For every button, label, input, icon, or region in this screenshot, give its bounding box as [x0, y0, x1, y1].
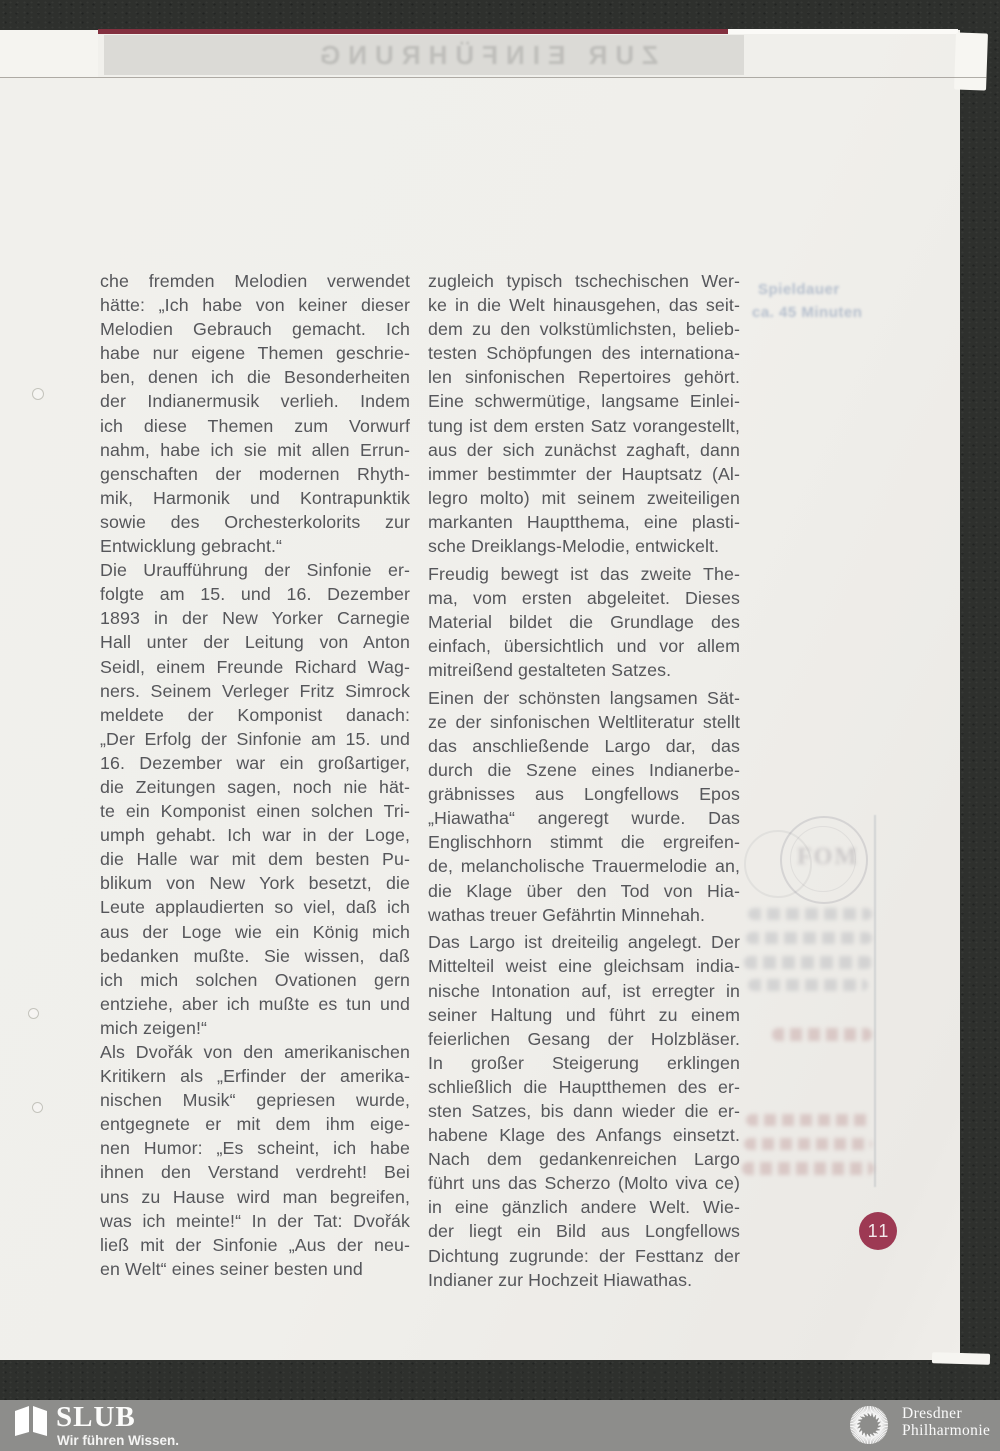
text-line: seiner Haltung und führt zu einem: [428, 1004, 740, 1025]
text-line: uns zu Hause wird man begreifen,: [100, 1186, 410, 1207]
text-line: Melodien Gebrauch gemacht. Ich: [100, 319, 410, 340]
text-line: Englischhorn stimmt die ergreifen-: [428, 832, 740, 853]
punch-hole-mark: [32, 388, 44, 400]
text-line: führt uns das Scherzo (Molto viva ce): [428, 1173, 740, 1194]
text-line: die Klage über den Tod von Hia-: [428, 880, 740, 901]
text-line: Eine schwermütige, langsame Einlei-: [428, 391, 740, 412]
text-line: der Indianermusik verlieh. Indem: [100, 391, 410, 412]
text-line: mich zeigen!“: [100, 1017, 208, 1038]
text-line: aus der sich zunächst zaghaft, dann: [428, 439, 740, 460]
text-line: hätte: „Ich habe von keiner dieser: [100, 295, 410, 316]
text-line: ich mich solchen Ovationen gern: [100, 969, 410, 990]
ghost-text-smudge: [748, 979, 868, 991]
text-column-right: [428, 269, 740, 1292]
underlying-page-corner-right: [954, 32, 988, 90]
text-line: Nach dem gedankenreichen Largo: [428, 1149, 740, 1170]
text-line: nische Intonation auf, ist erregter in: [428, 980, 740, 1001]
ghost-text-smudge: [744, 956, 872, 969]
underlying-page-edge-bottom: [932, 1352, 990, 1365]
text-line: sten Satzes, bis dann wieder die er-: [428, 1100, 740, 1121]
text-line: Kritikern als „Erfinder der amerika-: [100, 1066, 410, 1087]
ghost-duration-value: ca. 45 Minuten: [752, 304, 863, 321]
philharmonie-line2: Philharmonie: [902, 1421, 991, 1439]
text-line: immer bestimmter der Hauptsatz (Al-: [428, 463, 740, 484]
paragraph: [100, 558, 410, 1040]
text-line: sowie des Orchesterkolorits zur: [100, 511, 410, 532]
text-line: sche Dreiklangs-Melodie, entwickelt.: [428, 536, 720, 557]
text-line: ich diese Themen zum Vorwurf: [100, 415, 410, 436]
text-line: ke in die Welt hinausgehen, das seit-: [428, 295, 740, 316]
ghost-text-smudge: [772, 1028, 872, 1041]
text-line: len sinfonischen Repertoires gehört.: [428, 367, 740, 388]
text-line: „Hiawatha“ angeregt wurde. Das: [428, 808, 740, 829]
text-line: ließ mit der Sinfonie „Aus der neu-: [100, 1234, 410, 1255]
text-line: aus der Loge wie ein König mich: [100, 921, 410, 942]
text-line: die Zeitungen sagen, noch nie hät-: [100, 776, 410, 797]
text-line: schließlich die Hauptthemen des er-: [428, 1076, 740, 1097]
ghost-text-smudge: [748, 908, 872, 920]
text-line: ma, vom ersten abgeleitet. Dieses: [428, 587, 740, 608]
text-line: was ich meinte!“ In der Tat: Dvořák: [100, 1210, 410, 1231]
text-line: Leute applaudierten so viel, daß ich: [100, 897, 410, 918]
text-line: Material bildet die Grundlage des: [428, 611, 740, 632]
ghost-text-smudge: [746, 1114, 872, 1126]
ghost-duration-label: Spieldauer: [758, 281, 840, 298]
slub-tagline: Wir führen Wissen.: [57, 1433, 180, 1448]
text-line: meldete der Komponist danach:: [100, 704, 410, 725]
text-line: durch die Szene eines Indianerbe-: [428, 760, 740, 781]
ghost-text-smudge: [744, 1138, 872, 1150]
text-line: gräbnisses aus Longfellows Epos: [428, 784, 740, 805]
text-line: bedanken mußte. Sie wissen, daß: [100, 945, 410, 966]
text-line: umph gehabt. Ich war in der Loge,: [100, 825, 410, 846]
paragraph: [428, 562, 740, 682]
slub-book-icon: [14, 1405, 50, 1437]
text-line: tung ist dem ersten Satz vorangestellt,: [428, 415, 740, 436]
text-line: che fremden Melodien verwendet: [100, 271, 410, 291]
punch-hole-mark: [28, 1008, 39, 1019]
text-line: Mittelteil weist eine gleichsam india-: [428, 956, 740, 977]
page-top-edge-highlight: [728, 29, 958, 34]
text-line: die Halle war mit dem besten Pu-: [100, 849, 410, 870]
text-line: ners. Seinem Verleger Fritz Simrock: [100, 680, 410, 701]
text-line: ihnen den Verstand verdreht! Bei: [100, 1162, 410, 1183]
underlying-page-edge-left: [0, 30, 98, 77]
paragraph: [428, 269, 740, 558]
text-line: das anschließende Largo dar, das: [428, 735, 740, 756]
text-line: dem zu den volkstümlichsten, belieb-: [428, 319, 740, 340]
text-line: en Welt“ eines seiner besten und: [100, 1258, 363, 1279]
text-line: legro molto) mit seinem zweiteiligen: [428, 487, 740, 508]
ghost-text-smudge: [746, 932, 872, 944]
text-line: Seidl, einem Freunde Richard Wag-: [100, 656, 410, 677]
text-line: mik, Harmonik und Kontrapunktik: [100, 487, 410, 508]
ghost-text-smudge: [742, 1162, 874, 1175]
page-top-maroon-rule: [98, 29, 728, 34]
text-line: mitreißend gestalteten Satzes.: [428, 660, 672, 681]
text-line: ben, denen ich die Besonderheiten: [100, 367, 410, 388]
philharmonie-line1: Dresdner: [902, 1405, 963, 1422]
text-line: wathas treuer Gefährtin Minnehah.: [428, 904, 706, 925]
text-line: blikum von New York besetzt, die: [100, 873, 410, 894]
text-column-left: [100, 269, 410, 1281]
paragraph: [100, 1040, 410, 1281]
paragraph: [100, 269, 410, 558]
slub-logo-text: SLUB: [56, 1401, 136, 1433]
page-number-badge: 11: [859, 1212, 897, 1250]
text-line: In großer Steigerung erklingen: [428, 1052, 740, 1073]
text-line: entgegnete er mit dem ihm eige-: [100, 1114, 410, 1135]
paragraph: [428, 686, 740, 927]
text-line: nischen Musik“ gepriesen wurde,: [100, 1090, 410, 1111]
text-line: feierlichen Gesang der Holzbläser.: [428, 1028, 740, 1049]
text-line: „Der Erfolg der Sinfonie am 15. und: [100, 728, 410, 749]
text-line: entziehe, aber ich mußte es tun und: [100, 993, 410, 1014]
text-line: zugleich typisch tschechischen Wer-: [428, 271, 740, 291]
page-crease-line: [0, 77, 987, 78]
ghost-vertical-rule: [874, 815, 876, 1187]
text-line: Dichtung zugrunde: der Festtanz der: [428, 1245, 740, 1266]
text-line: Als Dvořák von den amerikanischen: [100, 1042, 410, 1062]
paragraph: [428, 930, 740, 1291]
text-line: Entwicklung gebracht.“: [100, 536, 283, 557]
text-line: Freudig bewegt ist das zweite The-: [428, 563, 740, 584]
ghost-stamp-text: FOM: [797, 844, 859, 870]
philharmonie-starburst-icon: [843, 1399, 895, 1451]
text-line: Einen der schönsten langsamen Sät-: [428, 687, 740, 708]
ghost-header-text: ZUR EINFÜHRUNG: [312, 40, 658, 70]
text-line: nen Humor: „Es scheint, ich habe: [100, 1138, 410, 1159]
text-line: habe nur eigene Themen geschrie-: [100, 343, 410, 364]
text-line: in eine gänzlich andere Welt. Wie-: [428, 1197, 740, 1218]
text-line: testen Schöpfungen des internationa-: [428, 343, 740, 364]
text-line: te ein Komponist einen solchen Tri-: [100, 801, 410, 822]
text-line: 16. Dezember war ein großartiger,: [100, 752, 410, 773]
text-line: Die Uraufführung der Sinfonie er-: [100, 560, 410, 581]
text-line: 1893 in der New Yorker Carnegie: [100, 608, 410, 629]
text-line: Das Largo ist dreiteilig angelegt. Der: [428, 932, 740, 953]
text-line: Indianer zur Hochzeit Hiawathas.: [428, 1269, 693, 1290]
text-line: folgte am 15. und 16. Dezember: [100, 584, 410, 605]
text-line: habene Klage des Anfangs einsetzt.: [428, 1125, 740, 1146]
text-line: einfach, übersichtlich und vor allem: [428, 636, 740, 656]
text-line: nahm, habe ich sie mit allen Errun-: [100, 439, 410, 460]
text-line: genschaften der modernen Rhyth-: [100, 463, 410, 484]
text-line: der liegt ein Bild aus Longfellows: [428, 1221, 740, 1242]
text-line: markanten Hauptthema, eine plasti-: [428, 511, 740, 532]
text-line: de, melancholische Trauermelodie an,: [428, 856, 740, 877]
text-line: Hall unter der Leitung von Anton: [100, 632, 410, 653]
philharmonie-logo-text: [902, 1406, 990, 1439]
punch-hole-mark: [32, 1102, 43, 1113]
text-line: ze der sinfonischen Weltliteratur stellt: [428, 711, 740, 732]
